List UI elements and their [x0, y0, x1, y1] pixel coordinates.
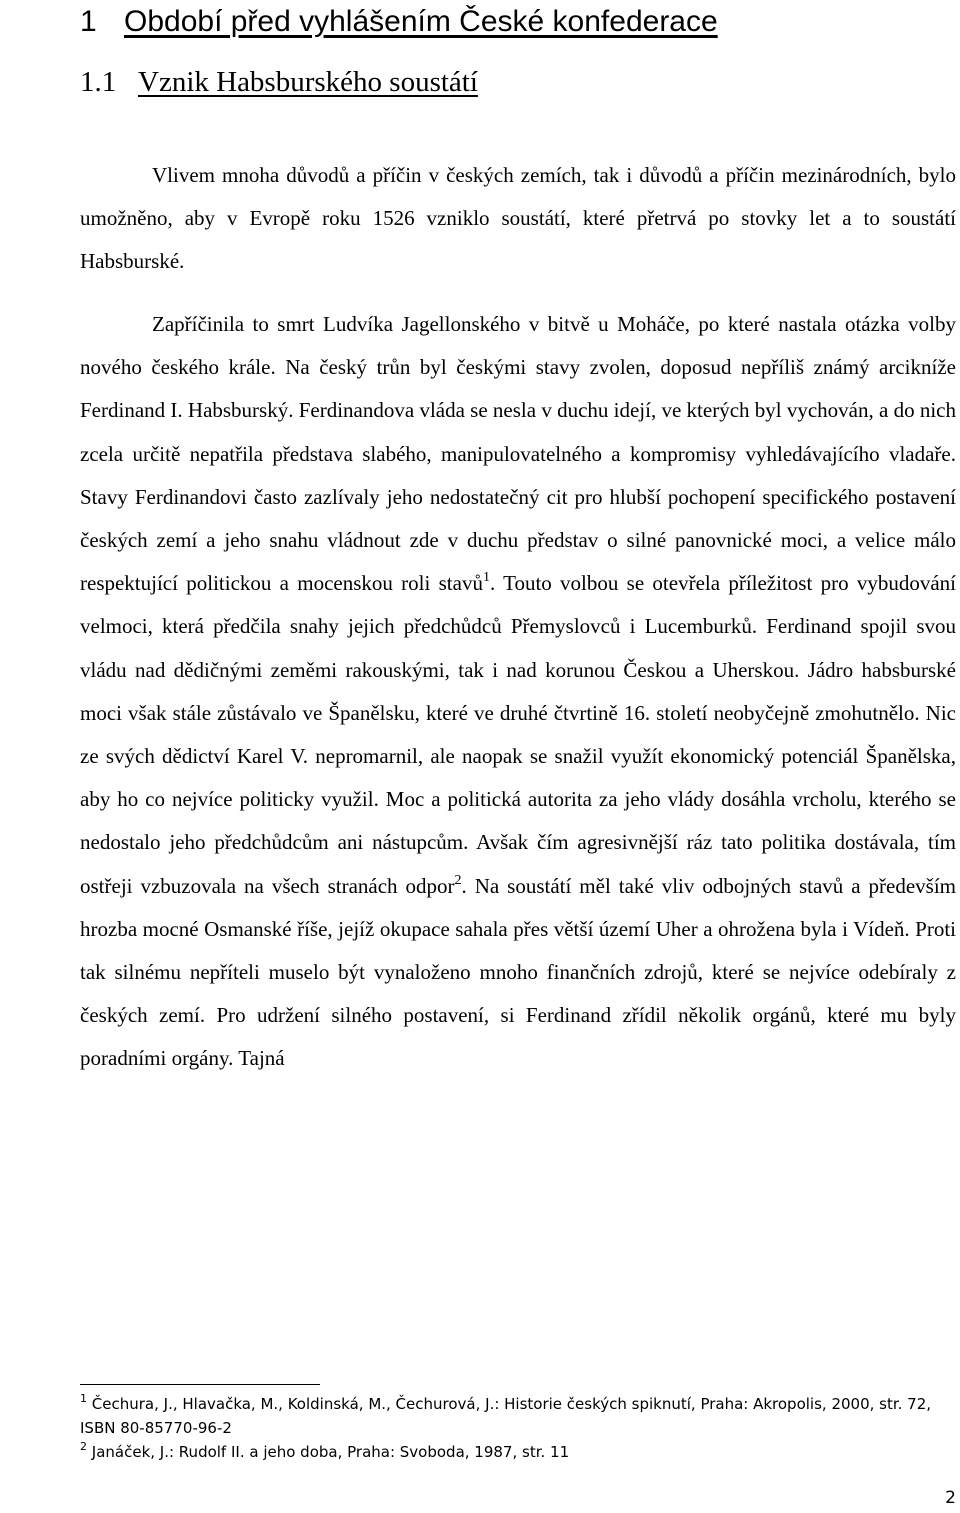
chapter-title: Období před vyhlášením České konfederace: [124, 5, 718, 38]
footnote-reference-2[interactable]: 2: [454, 872, 462, 888]
footnote-reference-1[interactable]: 1: [482, 570, 490, 586]
footnote-1: [80, 1392, 956, 1440]
footnote-text: Janáček, J.: Rudolf II. a jeho doba, Praha: Svoboda, 1987, str. 11: [91, 1443, 570, 1461]
paragraph-text: Zapříčinila to smrt Ludvíka Jagellonského v bitvě u Moháče, po které nastala otázka volby nového českého krále. Na český trůn byl českými stavy zvolen, doposud nepříliš známý arcikníže Ferdinand I. Habsburský. Ferdinandova vláda se nesla v duchu idejí, ve kterých byl vychován, a do nich zcela určitě nepatřila představa slabého, manipulovatelného a kompromisy vyhledávajícího vladaře. Stavy Ferdinandovi často zazlívaly jeho nedostatečný cit pro hlubší pochopení specifického postavení českých zemí a jeho snahu vládnout zde v duchu představ o silné panovnické moci, a velice málo respektující politickou a mocenskou roli stavů: [80, 312, 956, 596]
footnote-text: Čechura, J., Hlavačka, M., Koldinská, M., Čechurová, J.: Historie českých spiknutí, Praha: Akropolis, 2000, str. 72, ISBN 80-85770-96-2: [80, 1395, 932, 1437]
paragraph-text: . Touto volbou se otevřela příležitost pro vybudování velmoci, která předčila snahy jejich předchůdců Přemyslovců i Lucemburků. Ferdinand spojil svou vládu nad dědičnými zeměmi rakouskými, tak i nad korunou Českou a Uherskou. Jádro habsburské moci však stále zůstávalo ve Španělsku, které ve druhé čtvrtině 16. století neobyčejně zmohutnělo. Nic ze svých dědictví Karel V. nepromarnil, ale naopak se snažil využít ekonomický potenciál Španělska, aby ho co nejvíce politicky využil. Moc a politická autorita za jeho vlády dosáhla vrcholu, kterého se nedostalo jeho předchůdcům ani nástupcům. Avšak čím agresivnější ráz tato politika dostávala, tím ostřeji vzbuzovala na všech stranách odpor: [80, 571, 956, 898]
footnote-separator: [80, 1384, 320, 1385]
body-paragraph-2: [80, 303, 956, 1081]
footnote-marker: 2: [80, 1440, 87, 1453]
body-paragraph-1: Vlivem mnoha důvodů a příčin v českých zemích, tak i důvodů a příčin mezinárodních, bylo umožněno, aby v Evropě roku 1526 vzniklo soustátí, které přetrvá po stovky let a to soustátí Habsburské.: [80, 163, 956, 273]
footnotes: [80, 1392, 956, 1464]
page-number: 2: [945, 1488, 956, 1508]
footnote-2: [80, 1440, 956, 1464]
chapter-number: 1: [80, 5, 97, 38]
chapter-heading: [80, 2, 718, 42]
section-heading: [80, 62, 478, 102]
paragraph-text: . Na soustátí měl také vliv odbojných stavů a především hrozba mocné Osmanské říše, jejíž okupace sahala přes větší území Uher a ohrožena byla i Vídeň. Proti tak silnému nepříteli muselo být vynaloženo mnoho finančních zdrojů, které se nejvíce odebíraly z českých zemí. Pro udržení silného postavení, si Ferdinand zřídil několik orgánů, které mu byly poradními orgány. Tajná: [80, 873, 956, 1071]
footnote-marker: 1: [80, 1392, 87, 1405]
section-title: Vznik Habsburského soustátí: [138, 66, 478, 98]
section-number: 1.1: [80, 66, 117, 98]
